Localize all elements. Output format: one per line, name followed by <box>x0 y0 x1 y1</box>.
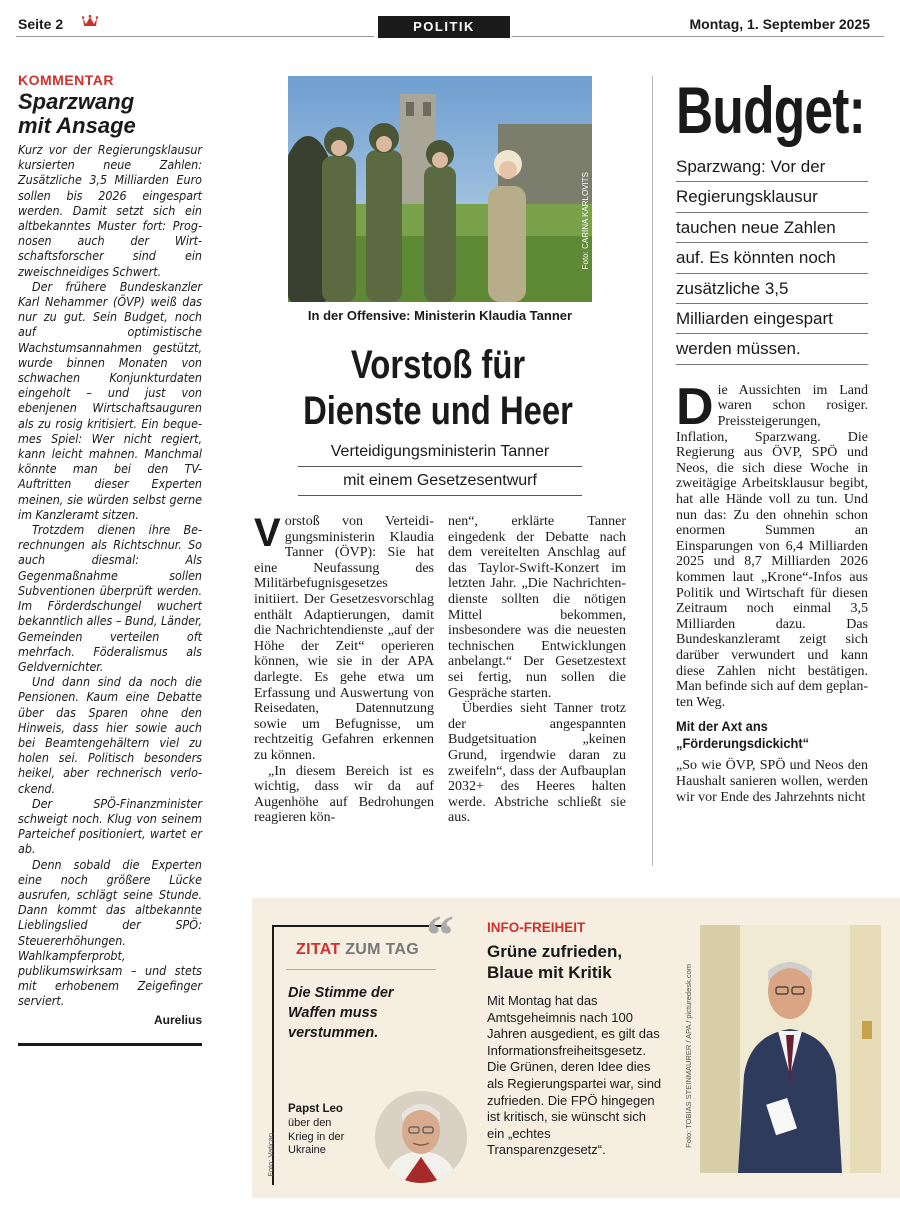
budget-lead-line: tauchen neue Zahlen <box>676 213 868 243</box>
article-paragraph-text: orstoß von Verteidigungsministerin Klaudia Tanner (ÖVP): Sie hat eine Neufassung des Militärbefugnisgesetzes initiiert. Der Gesetzesvorschlag enthält Adaptierungen, damit die Nachrichtendienste „auf der Höhe der Zeit“ operieren können, wie sie in der APA darlegte. Es gehe etwa um Erfassung und Auswertung von Reisedaten, Datennutzung sowie um Befugnisse, um rechtzeitig Gefahren erkennen zu können. <box>254 514 434 763</box>
budget-title: Budget: <box>676 73 865 147</box>
quote-label-grey: ZUM TAG <box>345 941 419 958</box>
article-subline-line: mit einem Gesetzesentwurf <box>298 467 582 496</box>
info-headline-line: Blaue mit Kritik <box>487 963 612 982</box>
commentary-paragraph: Der frühere Bundeskanzler Karl Nehammer (ÖVP) weiß das nur zu gut. Sein Budget, noch auf optimistische Wachstumsannahmen gestützt, wurde binnen Monaten von schwachen Konjunkturdaten eingeholt – und just von ebenjenen Wirtschaftsauguren als zu rosig kritisiert. Ein bequemes Spiel: Wer nicht regiert, kann leicht mahnen. Manchmal könnte man bei den TV-Auftritten dieser Experten meinen, sie würden selbst gerne im Kanzleramt sitzen. <box>18 278 202 522</box>
article-column-1 <box>254 511 434 826</box>
article-paragraph: „In diesem Bereich ist es wichtig, dass wir da auf Augenhöhe auf Bedrohungen reagieren kön- <box>254 763 434 826</box>
info-body: Mit Montag hat das Amtsgeheimnis nach 100 Jahren ausgedient, es gilt das Informationsfreiheitsgesetz. Die Grünen, deren Idee dies als Regierungspartei war, sind zufrieden. Die FPÖ hingegen ist kritisch, sie wünscht sich ein „echtes Transparenzgesetz“. <box>487 993 662 1158</box>
article-headline-line: Vorstoß für <box>350 343 526 387</box>
section-label: POLITIK <box>378 16 510 38</box>
commentary-headline <box>18 90 202 138</box>
article-subline-line: Verteidigungsministerin Tanner <box>298 438 582 467</box>
crown-icon <box>82 14 98 28</box>
soldiers-photo <box>288 76 592 302</box>
commentary-body <box>18 142 202 1009</box>
quote-rule <box>286 969 436 970</box>
minister-photo <box>700 925 881 1173</box>
commentary-paragraph: Und dann sind da noch die Pensionen. Kaum eine Debatte über das Sparen ohne den Hinweis, dass hier sowie auch bei Beamtengehältern viel zu holen sei. Politisch besonders heikel, aber rechnerisch verlockend. <box>18 674 202 796</box>
bottom-box <box>252 898 900 1198</box>
budget-subhead-line: „Förderungsdickicht“ <box>676 735 810 752</box>
header-rule <box>16 36 374 37</box>
header-rule <box>512 36 884 37</box>
budget-lead-line: Regierungsklausur <box>676 182 868 212</box>
column-divider <box>652 76 653 866</box>
minister-photo-credit: Foto: TOBIAS STEINMAURER / APA / picturedesk.com <box>684 964 693 1148</box>
info-headline-line: Grüne zufrieden, <box>487 942 623 961</box>
article-subline <box>298 438 582 496</box>
budget-paragraph <box>676 377 868 710</box>
commentary-end-rule <box>18 1043 202 1046</box>
commentary-paragraph: Trotzdem dienen ihre Berechnungen als Richtschnur. So auch diesmal: Als Gegenmaßnahme sollen Subventionen überprüft werden. Im Förderdschungel wuchert bekanntlich alles – Bund, Länder, Gemeinden verteilen oft mehrfach. Föderalismus als Geldvernichter. <box>18 522 202 674</box>
page-number: Seite 2 <box>18 16 64 32</box>
commentary-signature: Aurelius <box>153 1012 202 1027</box>
info-headline <box>487 941 663 983</box>
pope-portrait <box>375 1091 467 1183</box>
budget-lead-line: auf. Es könnten noch <box>676 243 868 273</box>
article-paragraph <box>254 511 434 764</box>
article-dropcap: V <box>254 511 281 555</box>
issue-date: Montag, 1. September 2025 <box>689 16 870 32</box>
article-column-2 <box>448 514 626 826</box>
photo-credit: Foto: CARINA KARLOVITS <box>581 172 590 270</box>
article-headline <box>297 342 579 434</box>
article-headline-line: Dienste und Heer <box>303 389 573 433</box>
quote-label-red: ZITAT <box>296 941 341 958</box>
quote-label <box>296 941 419 959</box>
quote-text: Die Stimme der Waffen muss verstummen. <box>288 985 394 1041</box>
quote-context: über den Krieg in der Ukraine <box>288 1117 345 1156</box>
budget-paragraph: „So wie ÖVP, SPÖ und Neos den Haushalt sanieren wollen, werden wir vor Ende des Jahrzehnts nicht <box>676 758 868 805</box>
commentary-paragraph: Kurz vor der Regierungsklausur kursierten neue Zahlen: Zusätzliche 3,5 Milliarden Euro sollen bis 2026 eingespart werden. Damit setzt sich ein altbekanntes Muster fort: Prognosen auch der Wirtschaftsforscher sind ein zweischneidiges Schwert. <box>18 142 202 279</box>
commentary-column <box>18 72 202 1046</box>
commentary-headline-line: Sparzwang <box>18 89 135 114</box>
budget-column <box>676 72 886 805</box>
info-freedom-box <box>487 920 663 1159</box>
budget-dropcap: D <box>676 377 714 436</box>
photo-caption: In der Offensive: Ministerin Klaudia Tanner <box>307 308 573 323</box>
budget-subhead-line: Mit der Axt ans <box>676 718 768 735</box>
budget-lead-line: werden müssen. <box>676 334 868 364</box>
quote-of-the-day <box>266 925 445 1185</box>
budget-lead-line: Milliarden eingespart <box>676 304 868 334</box>
budget-lead <box>676 152 868 365</box>
budget-paragraph-text: ie Aussichten im Land waren schon rosiger. Preissteigerungen, Inflation, Sparzwang. Die Regierung aus ÖVP, SPÖ und Neos, die sich diese Woche in zweitägige Arbeitsklausur begibt, hat alle Hände voll zu tun. Und nun das: Zu den ohnehin schon enormen Summen an Einsparungen von 6,4 Milliarden 2025 und 8,7 Milliarden 2026 kommen laut „Krone“-Infos aus Politik und Wirtschaft für diesen Zeitraum noch einmal 3,5 Milliarden dazu. Das Bundeskanzleramt zeigt sich darüber verwundert und kann diese Zahlen nicht bestätigen. Man befinde sich auf dem geplanten Weg. <box>676 382 868 710</box>
article-paragraph: nen“, erklärte Tanner eingedenk der Debatte nach dem vereitelten Anschlag auf das Taylor-Swift-Konzert im letzten Jahr. „Die Nachrichtendienste sollten die nötigen Mittel bekommen, insbesondere was die neuesten technischen Entwicklungen anbelangt.“ Der Gesetzestext sei fertig, nun sollen die Gespräche starten. <box>448 514 626 701</box>
budget-subhead <box>676 718 853 752</box>
commentary-headline-line: mit Ansage <box>18 113 136 138</box>
page-header <box>16 10 884 38</box>
quote-photo-credit: Foto: Vatican <box>266 1133 275 1177</box>
quote-author: Papst Leo <box>288 1103 343 1115</box>
budget-lead-line: zusätzliche 3,5 <box>676 274 868 304</box>
article-paragraph: Überdies sieht Tanner trotz der angespannten Budgetsituation „keinen Grund, irgendwie daran zu zweifeln“, dass der Aufbauplan 2032+ des Heeres halten werde. Abstriche schließt sie aus. <box>448 701 626 826</box>
commentary-paragraph: Der SPÖ-Finanzminister schweigt noch. Klug von seinem Parteichef positioniert, wartet er ab. <box>18 795 202 857</box>
soldiers-photo-image <box>288 76 592 302</box>
budget-body <box>676 377 868 805</box>
info-kicker: INFO-FREIHEIT <box>487 920 586 935</box>
quote-mark-icon: “ <box>426 905 454 967</box>
commentary-paragraph: Denn sobald die Experten eine noch größere Lücke ausrufen, schlägt seine Stunde. Dann kommt das altbekannte Lieblingslied der SPÖ: Steuererhöhungen. Wahlkampferprobt, publikumswirksam – und stets mit erhobenem Zeigefinger serviert. <box>18 856 202 1009</box>
budget-lead-line: Sparzwang: Vor der <box>676 152 868 182</box>
commentary-kicker: KOMMENTAR <box>18 72 115 88</box>
